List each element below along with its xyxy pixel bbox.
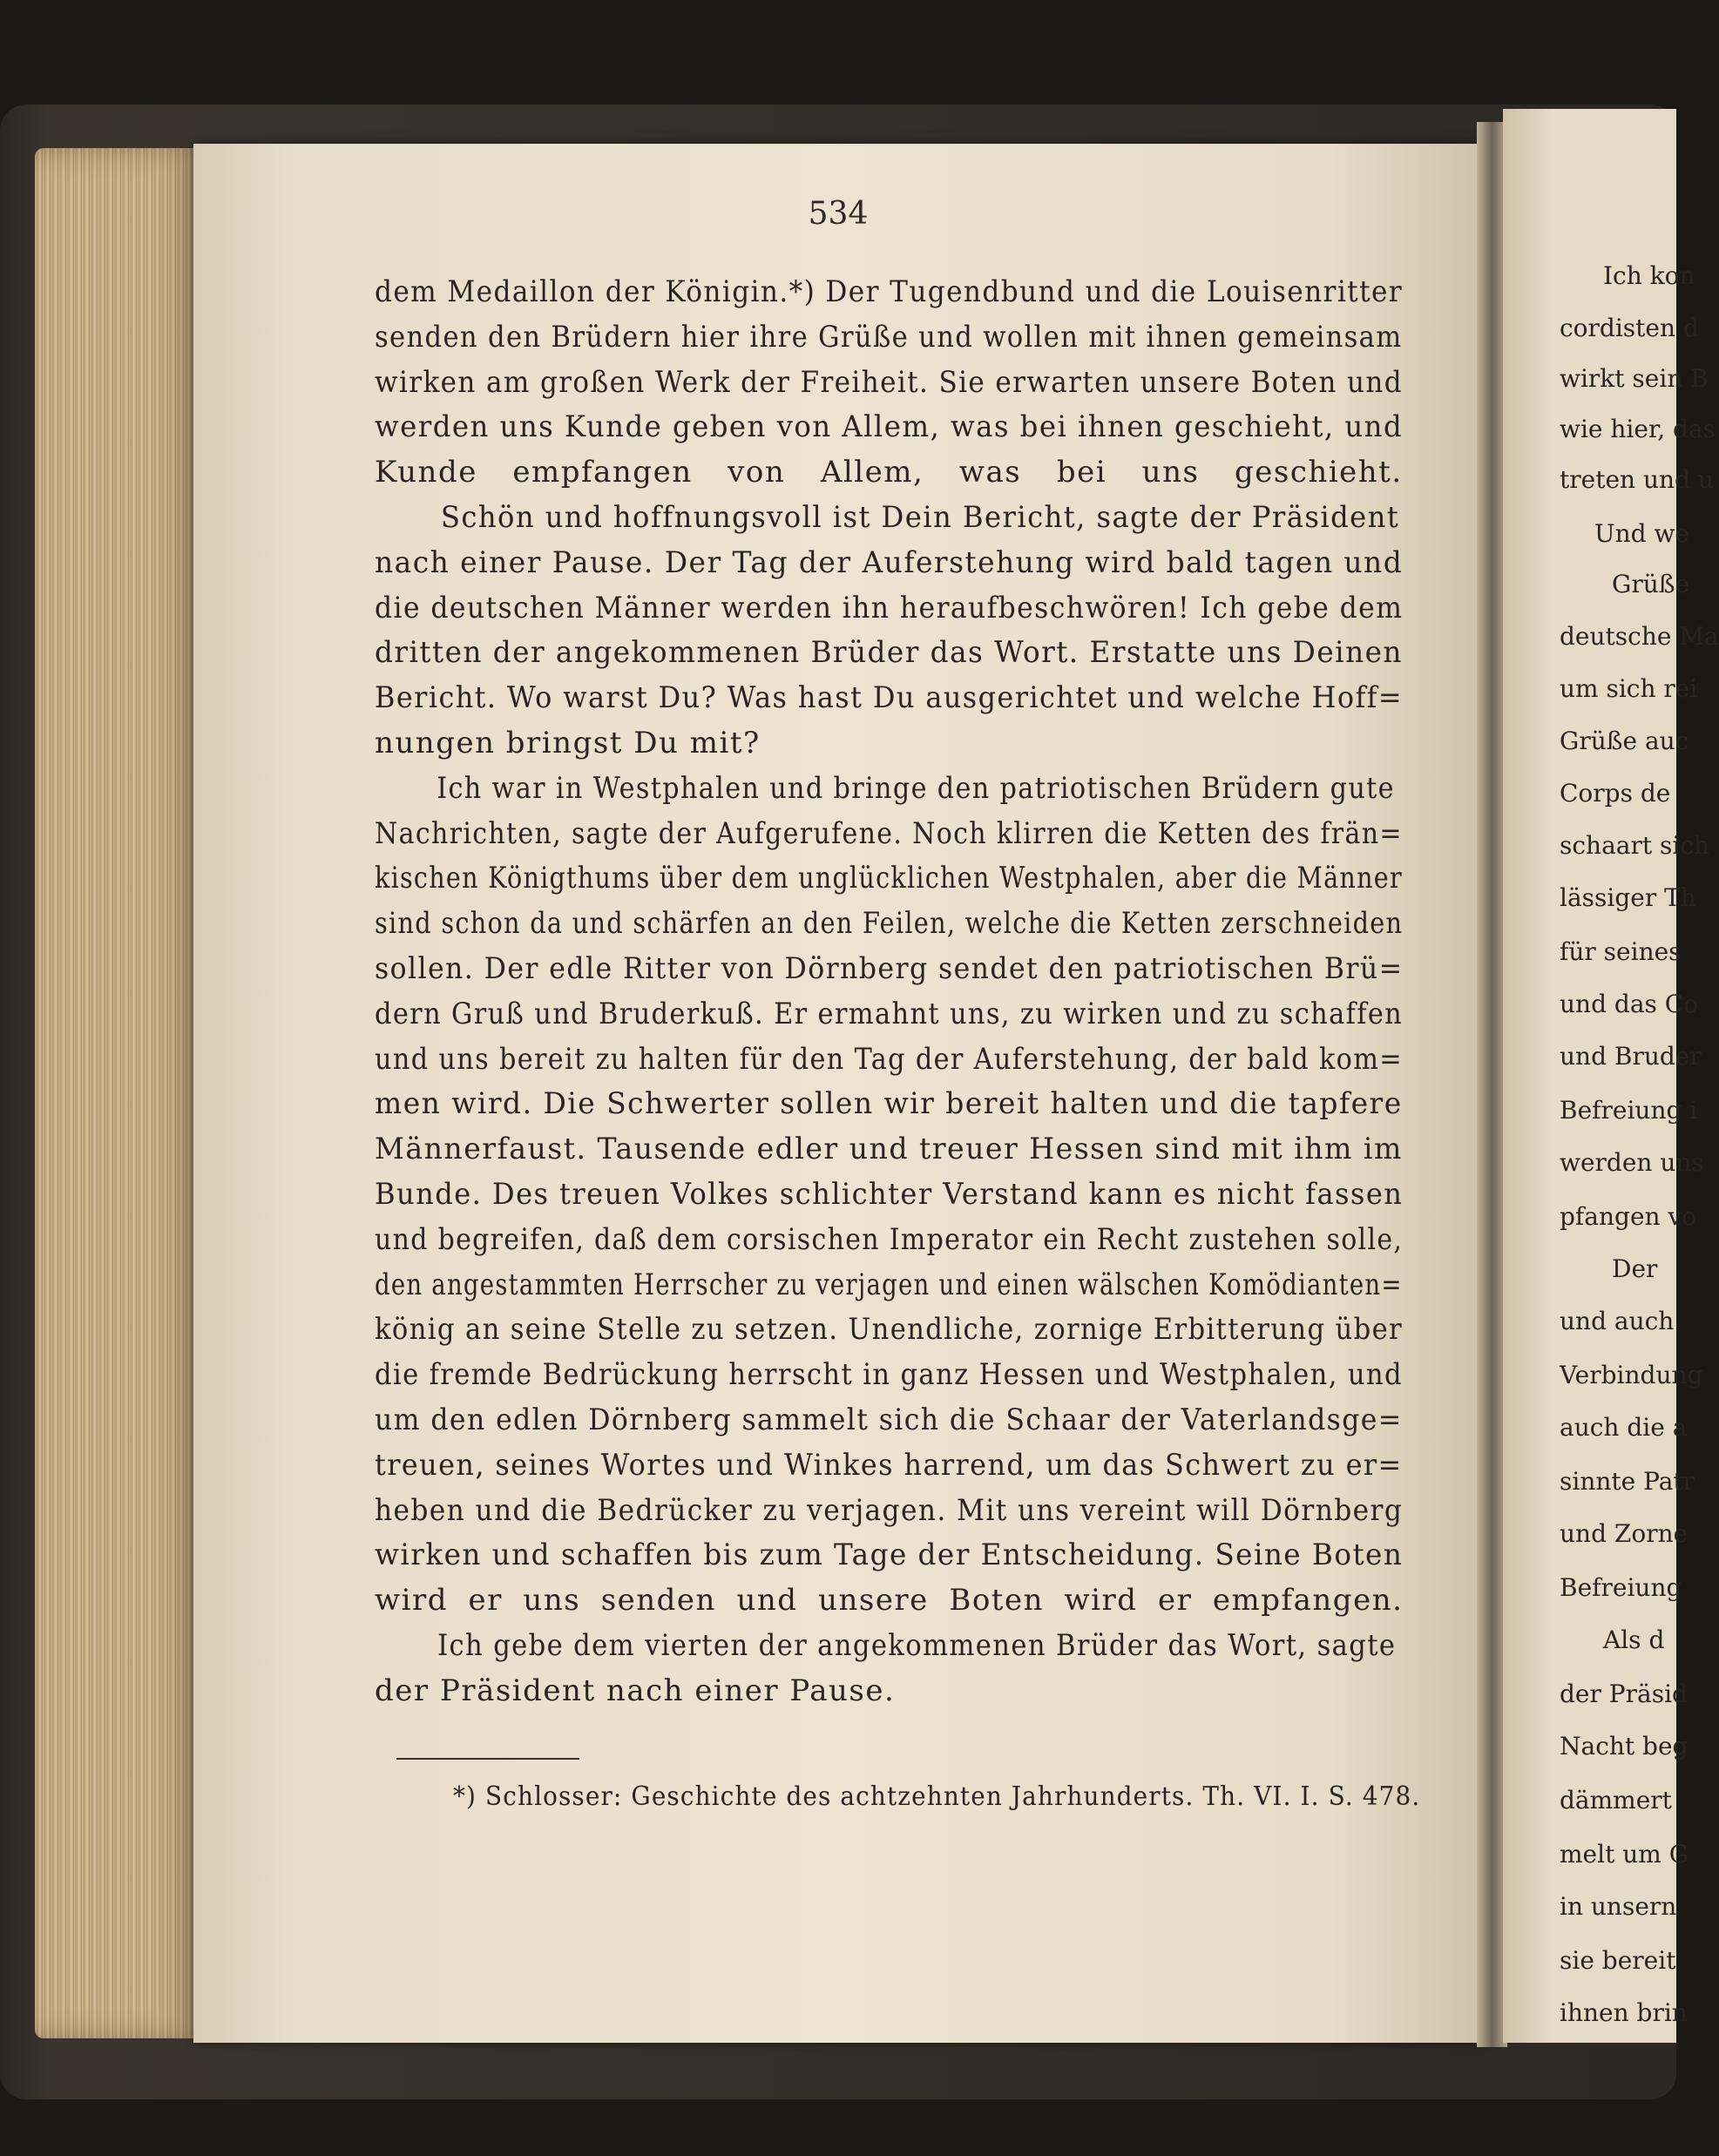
text-line: nungen bringst Du mit?	[375, 725, 761, 760]
text-line: Ich gebe dem vierten der angekommenen Brüder das Wort, sagte	[437, 1627, 1397, 1663]
text-line: wirken und schaffen bis zum Tage der Entscheidung. Seine Boten	[375, 1538, 1404, 1573]
text-line: Schön und hoffnungsvoll ist Dein Bericht, sagte der Präsident	[440, 499, 1400, 535]
right-text-line: der Präsid	[1560, 1680, 1688, 1708]
right-text-line: dämmert	[1560, 1786, 1672, 1815]
right-text-line: schaart sich	[1560, 831, 1710, 860]
text-line: Bunde. Des treuen Volkes schlichter Verstand kann es nicht fassen	[375, 1176, 1404, 1212]
text-line: und begreifen, daß dem corsischen Imperator ein Recht zustehen solle,	[375, 1221, 1404, 1257]
right-text-line: Grüße auc	[1560, 727, 1689, 755]
text-line: die fremde Bedrückung herrscht in ganz Hessen und Westphalen, und	[375, 1357, 1403, 1393]
right-text-line: und Bruder	[1560, 1042, 1702, 1071]
right-text-line: Der	[1612, 1254, 1658, 1283]
right-text-line: sinnte Patr	[1560, 1467, 1695, 1496]
text-line: sollen. Der edle Ritter von Dörnberg sendet den patriotischen Brü=	[375, 950, 1404, 986]
right-text-line: ihnen brin	[1560, 1998, 1688, 2027]
right-text-line: und Zorne	[1560, 1519, 1689, 1548]
text-line: Nachrichten, sagte der Aufgerufene. Noch klirren die Ketten des frän=	[375, 815, 1403, 851]
right-text-line: pfangen vo	[1560, 1202, 1697, 1231]
text-line: um den edlen Dörnberg sammelt sich die Schaar der Vaterlandsge=	[375, 1402, 1403, 1437]
text-line: senden den Brüdern hier ihre Grüße und wollen mit ihnen gemeinsam	[375, 319, 1403, 355]
text-line: wird er uns senden und unsere Boten wird er empfangen.	[375, 1583, 1404, 1619]
right-text-line: lässiger Th	[1560, 883, 1696, 912]
right-text-line: und auch	[1560, 1307, 1675, 1335]
text-line: Bericht. Wo warst Du? Was hast Du ausgerichtet und welche Hoff=	[375, 680, 1404, 716]
text-line: wirken am großen Werk der Freiheit. Sie erwarten unsere Boten und	[375, 364, 1404, 400]
right-text-line: für seines	[1560, 937, 1682, 966]
text-line: sind schon da und schärfen an den Feilen, welche die Ketten zerschneiden	[375, 906, 1404, 942]
right-text-line: um sich rei	[1560, 674, 1698, 703]
text-line: treuen, seines Wortes und Winkes harrend, um das Schwert zu er=	[375, 1447, 1403, 1483]
text-line: und uns bereit zu halten für den Tag der Auferstehung, der bald kom=	[375, 1041, 1404, 1077]
right-text-line: deutsche Ma	[1560, 622, 1719, 651]
text-line: dem Medaillon der Königin.*) Der Tugendbund und die Louisenritter	[375, 274, 1404, 309]
right-text-line: Ich kon	[1603, 261, 1695, 290]
right-text-line: Und we	[1594, 519, 1689, 548]
text-line: die deutschen Männer werden ihn heraufbeschwören! Ich gebe dem	[375, 590, 1404, 625]
text-line: men wird. Die Schwerter sollen wir bereit halten und die tapfere	[375, 1086, 1403, 1122]
right-text-line: in unsern	[1560, 1892, 1677, 1921]
text-line: könig an seine Stelle zu setzen. Unendliche, zornige Erbitterung über	[375, 1312, 1404, 1348]
text-line: heben und die Bedrücker zu verjagen. Mit uns vereint will Dörnberg	[375, 1492, 1404, 1528]
right-text-line: werden uns	[1560, 1148, 1704, 1177]
text-line: dern Gruß und Bruderkuß. Er ermahnt uns, zu wirken und zu schaffen	[375, 996, 1404, 1031]
right-text-line: melt um G	[1560, 1840, 1689, 1869]
text-line: kischen Königthums über dem unglücklichen Westphalen, aber die Männer	[375, 861, 1403, 896]
text-line: dritten der angekommenen Brüder das Wort. Erstatte uns Deinen	[375, 635, 1403, 671]
text-line: Kunde empfangen von Allem, was bei uns geschieht.	[375, 455, 1403, 490]
right-text-line: wie hier, das	[1560, 415, 1716, 443]
page-number: 534	[808, 196, 869, 232]
right-text-line: Befreiung	[1560, 1573, 1682, 1602]
text-line: Ich war in Westphalen und bringe den patriotischen Brüdern gute	[437, 770, 1395, 806]
page-edges	[35, 148, 200, 2038]
right-text-line: Befreiung i	[1560, 1096, 1698, 1125]
text-line: Männerfaust. Tausende edler und treuer Hessen sind mit ihm im	[375, 1132, 1403, 1167]
right-text-line: Als d	[1603, 1625, 1665, 1654]
right-text-line: Nacht beg	[1560, 1732, 1689, 1761]
right-text-line: cordisten d	[1560, 314, 1699, 342]
footnote: *) Schlosser: Geschichte des achtzehnten Jahrhunderts. Th. VI. I. S. 478.	[453, 1781, 1421, 1812]
right-text-line: sie bereit	[1560, 1946, 1676, 1975]
text-line: nach einer Pause. Der Tag der Auferstehung wird bald tagen und	[375, 544, 1404, 580]
right-text-line: auch die a	[1560, 1413, 1688, 1442]
right-text-line: treten und u	[1560, 465, 1714, 494]
right-text-line: Grüße	[1612, 570, 1690, 598]
right-text-line: Corps de	[1560, 779, 1671, 808]
text-line: der Präsident nach einer Pause.	[375, 1673, 896, 1708]
right-text-line: wirkt sein B	[1560, 364, 1709, 393]
right-text-line: und das Co	[1560, 990, 1699, 1018]
footnote-rule	[396, 1758, 579, 1760]
main-text-block	[375, 270, 1403, 1714]
text-line: den angestammten Herrscher zu verjagen und einen wälschen Komödianten=	[375, 1267, 1403, 1302]
text-line: werden uns Kunde geben von Allem, was bei ihnen geschieht, und	[375, 409, 1404, 445]
right-text-line: Verbindung	[1560, 1361, 1703, 1389]
